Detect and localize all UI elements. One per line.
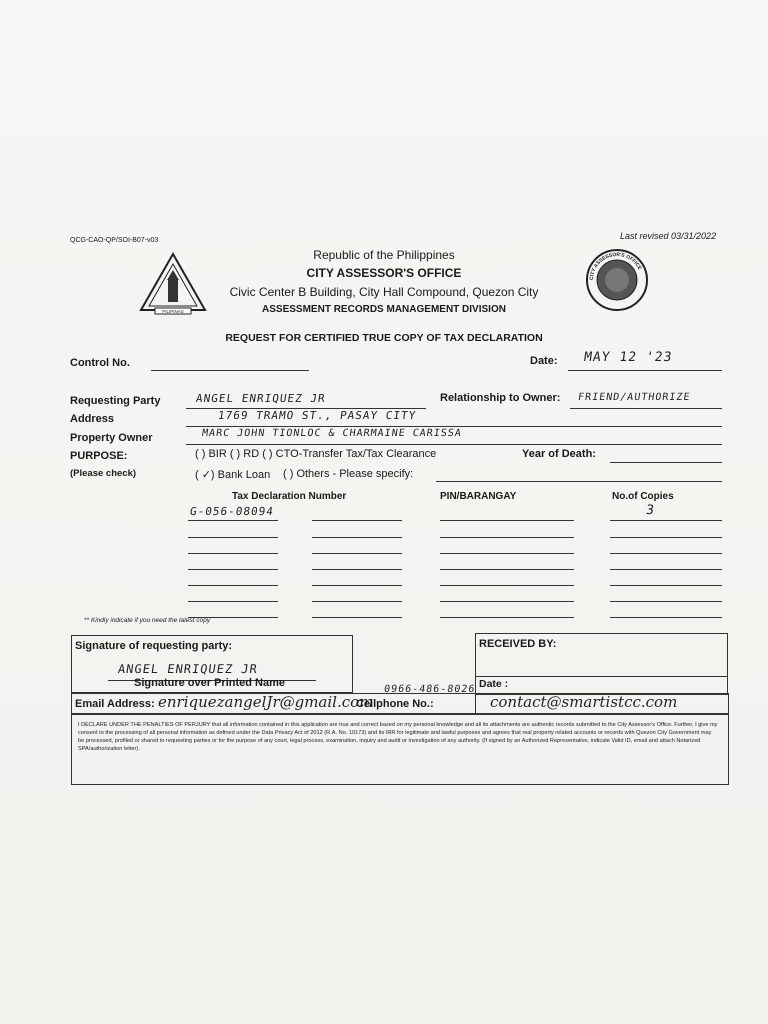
table-cell-line[interactable] [610,601,722,602]
others-checkbox[interactable]: ( ) Others - Please specify: [283,468,414,480]
requesting-party-label: Requesting Party [70,395,161,407]
latest-copy-note: ** Kindly indicate if you need the latest copy [84,617,211,624]
purpose-options-line[interactable]: ( ) BIR ( ) RD ( ) CTO-Transfer Tax/Tax Clearance [195,448,437,460]
table-cell-line[interactable] [440,520,574,521]
relationship-value: FRIEND/AUTHORIZE [577,392,692,403]
division-name: ASSESSMENT RECORDS MANAGEMENT DIVISION [262,304,506,315]
address-label: Address [70,413,115,425]
address-value: 1769 TRAMO ST., PASAY CITY [217,409,418,422]
signature-name: ANGEL ENRIQUEZ JR [117,662,259,676]
date-field[interactable] [568,370,722,371]
table-cell-line[interactable] [440,585,574,586]
year-of-death-label: Year of Death: [522,448,596,460]
others-specify-field[interactable] [436,481,722,482]
table-cell-line[interactable] [610,537,722,538]
received-divider [475,676,727,677]
year-of-death-field[interactable] [610,462,722,463]
table-cell-line[interactable] [440,601,574,602]
received-by-label: RECEIVED BY: [479,638,557,650]
requesting-party-value: ANGEL ENRIQUEZ JR [195,392,327,405]
table-cell-line[interactable] [440,537,574,538]
relationship-label: Relationship to Owner: [440,392,561,404]
email-value: enriquezangelJr@gmail.com [158,693,374,711]
relationship-field[interactable] [570,408,722,409]
control-no-field[interactable] [151,370,309,371]
td-number-value: G-056-08094 [189,505,275,518]
table-cell-line[interactable] [312,617,402,618]
col-pin-barangay: PIN/BARANGAY [440,491,517,502]
table-cell-line[interactable] [188,569,278,570]
cellphone-extra: contact@smartistcc.com [490,693,678,711]
col-tax-declaration: Tax Declaration Number [232,491,347,502]
table-cell-line[interactable] [188,520,278,521]
office-name: CITY ASSESSOR'S OFFICE [306,266,462,280]
bank-loan-checkbox[interactable]: ( ✓) Bank Loan [195,469,271,481]
purpose-label: PURPOSE: [70,450,128,462]
table-cell-line[interactable] [440,553,574,554]
date-value: MAY 12 '23 [582,350,674,365]
table-cell-line[interactable] [188,537,278,538]
table-cell-line[interactable] [610,520,722,521]
svg-text:PILIPINAS: PILIPINAS [162,309,184,314]
property-owner-value: MARC JOHN TIONLOC & CHARMAINE CARISSA [201,428,463,439]
assessors-office-seal-icon [584,247,650,313]
property-owner-field[interactable] [186,444,722,445]
form-title: REQUEST FOR CERTIFIED TRUE COPY OF TAX DECLARATION [225,332,543,344]
form-code: QCG-CAO-QP/SOI-B07-v03 [70,237,159,244]
cellphone-label: Cellphone No.: [356,698,434,710]
svg-text:CITY ASSESSOR'S OFFICE: CITY ASSESSOR'S OFFICE [588,251,643,281]
address-field[interactable] [186,426,722,427]
table-cell-line[interactable] [610,569,722,570]
quezon-city-seal-icon [137,250,209,316]
copies-value: 3 [644,503,656,518]
table-cell-line[interactable] [188,553,278,554]
table-cell-line[interactable] [610,585,722,586]
col-no-of-copies: No.of Copies [612,491,674,502]
office-address: Civic Center B Building, City Hall Compound, Quezon City [229,285,539,299]
signature-label: Signature of requesting party: [75,640,233,652]
table-cell-line[interactable] [440,617,574,618]
table-cell-line[interactable] [312,585,402,586]
table-cell-line[interactable] [312,553,402,554]
cellphone-value: 0966-486-8026 [383,684,477,695]
last-revised: Last revised 03/31/2022 [620,231,717,241]
table-cell-line[interactable] [610,553,722,554]
table-cell-line[interactable] [610,617,722,618]
table-cell-line[interactable] [312,601,402,602]
table-cell-line[interactable] [440,569,574,570]
property-owner-label: Property Owner [70,432,153,444]
republic-line: Republic of the Philippines [313,248,455,262]
table-cell-line[interactable] [188,601,278,602]
table-cell-line[interactable] [188,585,278,586]
declaration-text: I DECLARE UNDER THE PENALTIES OF PERJURY that all information contained in this application are true and correct based on my personal knowledge and all its attachments are authentic records submitted to the City Assessor's Office. Further, I give my consent to the processing of all personal information as defined under the Data Privacy Act of 2012 (R.A. No. 10173) and its IRR for legitimate and lawful purposes and agrees that real property related accounts or records with Quezon City Government may be processed, profiled or shared to requesting parties or for the purpose of any court, legal process, examination, inquiry and audit or investigation of any authority. (If signed by an Authorized Representative, indicate Valid ID, email and attach Notarized SPA/authorization letter). [78,722,718,752]
email-row-divider [475,693,476,713]
table-cell-line[interactable] [312,569,402,570]
date-label: Date: [530,355,558,367]
table-cell-line[interactable] [312,537,402,538]
email-label: Email Address: [75,698,155,710]
received-date-label: Date : [479,678,509,690]
table-cell-line[interactable] [312,520,402,521]
purpose-sublabel: (Please check) [70,468,137,479]
signature-caption: Signature over Printed Name [134,677,285,689]
control-no-label: Control No. [70,357,130,369]
